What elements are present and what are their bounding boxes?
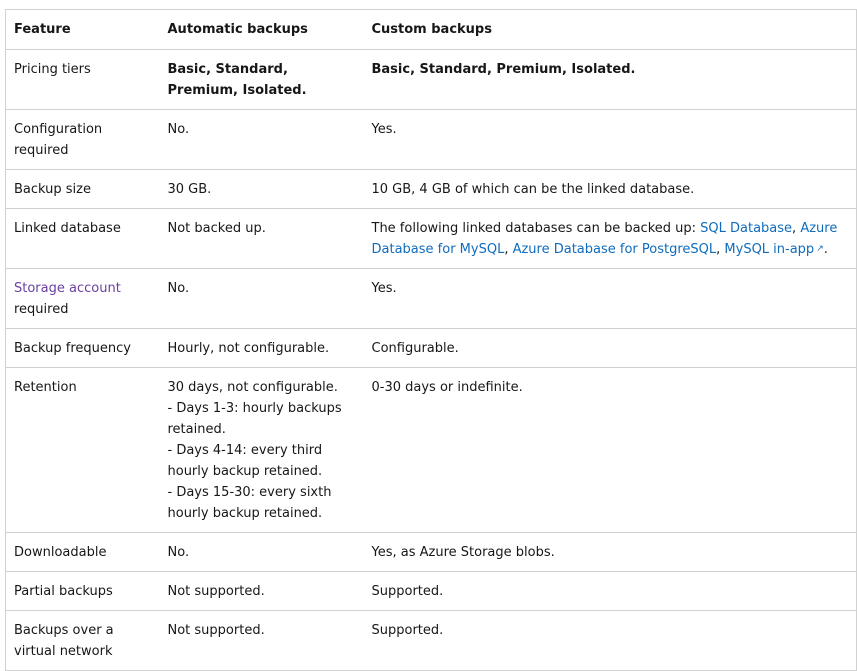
custom-cell: Supported. — [364, 611, 857, 671]
table-row — [6, 170, 857, 209]
header-feature: Feature — [14, 22, 71, 37]
custom-cell: Yes. — [364, 110, 857, 170]
azure-postgresql-link[interactable]: Azure Database for PostgreSQL — [512, 242, 717, 257]
mysql-in-app-link[interactable] — [724, 242, 823, 257]
storage-account-link[interactable]: Storage account — [14, 281, 121, 296]
custom-cell: Supported. — [364, 572, 857, 611]
backup-comparison-table — [5, 9, 857, 671]
feature-cell: Downloadable — [6, 533, 160, 572]
retention-line: - Days 4-14: every third hourly backup retained. — [167, 443, 323, 479]
feature-cell: Backup size — [6, 170, 160, 209]
feature-rest: required — [14, 302, 69, 317]
table-row — [6, 572, 857, 611]
automatic-cell: 30 GB. — [160, 170, 364, 209]
table-row — [6, 110, 857, 170]
header-automatic-backups: Automatic backups — [167, 22, 308, 37]
linked-db-suffix: . — [823, 242, 828, 257]
retention-line: 30 days, not configurable. — [167, 380, 338, 395]
table-row — [6, 611, 857, 671]
table-row — [6, 209, 857, 269]
linked-db-prefix: The following linked databases can be backed up: — [371, 221, 701, 236]
feature-cell: Backup frequency — [6, 329, 160, 368]
feature-cell: Linked database — [6, 209, 160, 269]
link-separator: , — [792, 221, 801, 236]
feature-cell: Backups over a virtual network — [6, 611, 160, 671]
table-row — [6, 50, 857, 110]
table-row — [6, 533, 857, 572]
feature-cell: Partial backups — [6, 572, 160, 611]
link-separator: , — [716, 242, 725, 257]
feature-cell — [6, 269, 160, 329]
custom-cell: Yes. — [364, 269, 857, 329]
automatic-cell: No. — [160, 269, 364, 329]
automatic-cell: Not supported. — [160, 611, 364, 671]
retention-line: - Days 15-30: every sixth hourly backup retained. — [167, 485, 332, 521]
table-row — [6, 269, 857, 329]
table-row — [6, 368, 857, 533]
automatic-cell: Hourly, not configurable. — [160, 329, 364, 368]
automatic-cell: No. — [160, 110, 364, 170]
custom-cell — [364, 209, 857, 269]
custom-cell: Basic, Standard, Premium, Isolated. — [364, 50, 857, 110]
automatic-cell — [160, 368, 364, 533]
table-header-row — [6, 10, 857, 50]
automatic-cell: Not backed up. — [160, 209, 364, 269]
feature-cell: Pricing tiers — [6, 50, 160, 110]
automatic-cell: Not supported. — [160, 572, 364, 611]
external-link-icon: ↗ — [816, 244, 824, 254]
automatic-cell: No. — [160, 533, 364, 572]
link-separator: , — [504, 242, 513, 257]
custom-cell: Configurable. — [364, 329, 857, 368]
table-row — [6, 329, 857, 368]
custom-cell: Yes, as Azure Storage blobs. — [364, 533, 857, 572]
mysql-in-app-label: MySQL in-app — [724, 242, 815, 257]
feature-cell: Configuration required — [6, 110, 160, 170]
automatic-cell: Basic, Standard, Premium, Isolated. — [160, 50, 364, 110]
custom-cell: 0-30 days or indefinite. — [364, 368, 857, 533]
sql-database-link[interactable]: SQL Database — [700, 221, 793, 236]
azure-mysql-link[interactable]: Azure Database for MySQL — [371, 221, 838, 257]
retention-line: - Days 1-3: hourly backups retained. — [167, 401, 342, 437]
header-custom-backups: Custom backups — [371, 22, 492, 37]
feature-cell: Retention — [6, 368, 160, 533]
custom-cell: 10 GB, 4 GB of which can be the linked database. — [364, 170, 857, 209]
